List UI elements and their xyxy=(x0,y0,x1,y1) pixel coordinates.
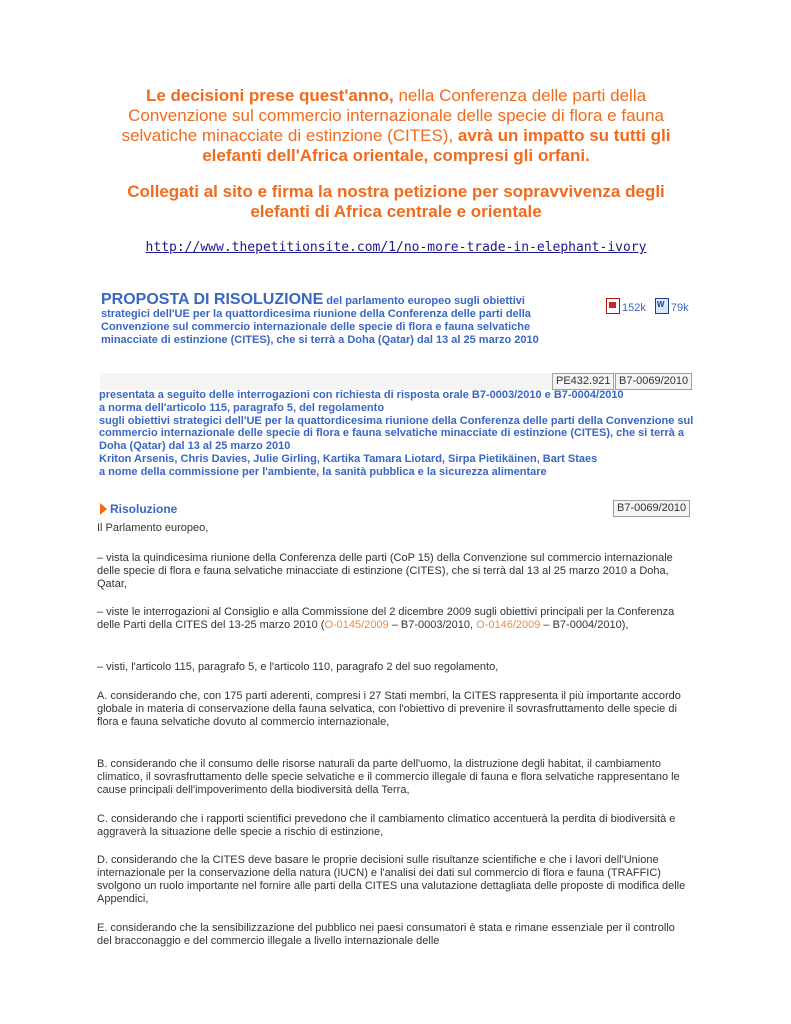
presented-line-1: presentata a seguito delle interrogazioni con richiesta di risposta orale B7-0003/2010 e B7-0004/2010 xyxy=(99,389,624,401)
question-link-2[interactable]: O-0146/2009 xyxy=(476,619,541,631)
headline-bold-lead: Le decisioni prese quest'anno, xyxy=(145,86,394,105)
headline-body: nella Conferenza delle parti della Convenzione sul commercio internazionale delle specie di flora e fauna selvatiche minacciate di estinzione (CITES), xyxy=(121,86,664,145)
doc-size: 79k xyxy=(670,302,689,314)
headline xyxy=(100,86,692,166)
committee: a nome della commissione per l'ambiente, la sanità pubblica e la sicurezza alimentare xyxy=(99,465,547,478)
proposal-title: PROPOSTA DI RISOLUZIONE xyxy=(101,291,324,308)
presented-line-2: a norma dell'articolo 115, paragrafo 5, del regolamento xyxy=(99,401,385,414)
authors: Kriton Arsenis, Chris Davies, Julie Girling, Kartika Tamara Liotard, Sirpa Pietikäinen, Bart Staes xyxy=(99,452,598,465)
word-file-icon xyxy=(655,298,669,314)
resolution-heading[interactable] xyxy=(100,502,177,516)
arrow-right-icon xyxy=(100,503,107,515)
recital-e: E. considerando che la sensibilizzazione del pubblico nei paesi consumatori è stata e rimane essenziale per il controllo del bracconaggio e del commercio illegale a livello internazionale delle xyxy=(97,922,675,947)
resolution-reference: B7-0069/2010 xyxy=(613,500,690,517)
pdf-file-icon xyxy=(606,298,620,314)
petition-call-to-action: Collegati al sito e firma la nostra petizione per sopravvivenza degli elefanti di Africa centrale e orientale xyxy=(127,182,665,221)
paragraph-articles: – visti, l'articolo 115, paragrafo 5, e l'articolo 110, paragrafo 2 del suo regolamento, xyxy=(97,661,499,673)
download-links xyxy=(606,298,695,317)
recital-c: C. considerando che i rapporti scientifici prevedono che il cambiamento climatico accentuerà la perdita di biodiversità e aggraverà la situazione delle specie a rischio di estinzione, xyxy=(97,813,676,838)
proposal-subtitle: del parlamento europeo sugli obiettivi strategici dell'UE per la quattordicesima riunione della Conferenza delle parti della Convenzione sul commercio internazionale delle specie di flora e fauna selvatiche minacciate di estinzione (CITES), che si terrà a Doha (Qatar) dal 13 al 25 marzo 2010 xyxy=(101,295,539,346)
paragraph-interrogations-text-3: – B7-0004/2010), xyxy=(540,619,629,631)
pe-reference: PE432.921 xyxy=(552,373,614,390)
recital-b: B. considerando che il consumo delle risorse naturali da parte dell'uomo, la distruzione degli habitat, il cambiamento climatico, il sovrasfruttamento delle specie selvatiche e il commercio illegale di fauna e flora selvatiche rappresentano le cause principali dell'impoverimento della biodiversità della Terra, xyxy=(97,758,680,796)
recital-d: D. considerando che la CITES deve basare le proprie decisioni sulle risultanze scientifiche e che i lavori dell'Unione internazionale per la conservazione della natura (IUCN) e l'analisi dei dati sul commercio di flora e fauna (TRAFFIC) svolgono un ruolo importante nel fornire alle parti della CITES una valutazione dettagliata delle proposte di modifica delle Appendici, xyxy=(97,854,686,905)
resolution-heading-label: Risoluzione xyxy=(110,502,178,516)
proposal-header xyxy=(101,293,551,347)
paragraph-interrogations-text-2: – B7-0003/2010, xyxy=(388,619,477,631)
paragraph-cop15: – vista la quindicesima riunione della Conferenza delle parti (CoP 15) della Convenzione sul commercio internazionale delle specie di flora e fauna selvatiche minacciate di estinzione (CITES), che si terrà dal 13 al 25 marzo 2010 a Doha, Qatar, xyxy=(97,552,673,590)
parliament-intro: Il Parlamento europeo, xyxy=(97,522,209,534)
petition-link[interactable]: http://www.thepetitionsite.com/1/no-more-trade-in-elephant-ivory xyxy=(145,240,647,255)
doc-download-link[interactable] xyxy=(655,298,689,314)
recital-a: A. considerando che, con 175 parti aderenti, compresi i 27 Stati membri, la CITES rappresenta il più importante accordo globale in materia di conservazione della fauna selvatica, con l'obiettivo di prevenire il sovrasfruttamento delle specie di flora e fauna selvatiche dovuto al commercio internazionale, xyxy=(97,690,681,728)
paragraph-interrogations xyxy=(97,606,687,632)
paragraph-interrogations-text-1: – viste le interrogazioni al Consiglio e alla Commissione del 2 dicembre 2009 sugli obiettivi principali per la Conferenza delle Parti della CITES del 13-25 marzo 2010 ( xyxy=(97,606,675,631)
b7-reference: B7-0069/2010 xyxy=(615,373,692,390)
presented-line-3: sugli obiettivi strategici dell'UE per la quattordicesima riunione della Conferenza delle parti della Convenzione sul commercio internazionale delle specie di flora e fauna selvatiche minacciate di estinzione (CITES), che si terrà a Doha (Qatar) dal 13 al 25 marzo 2010 xyxy=(99,414,694,453)
question-link-1[interactable]: O-0145/2009 xyxy=(324,619,389,631)
pdf-size: 152k xyxy=(622,302,646,314)
headline-bold-tail: avrà un impatto su tutti gli elefanti dell'Africa orientale, compresi gli orfani. xyxy=(202,126,671,165)
presentation-block xyxy=(99,389,699,479)
pdf-download-link[interactable] xyxy=(606,298,646,314)
